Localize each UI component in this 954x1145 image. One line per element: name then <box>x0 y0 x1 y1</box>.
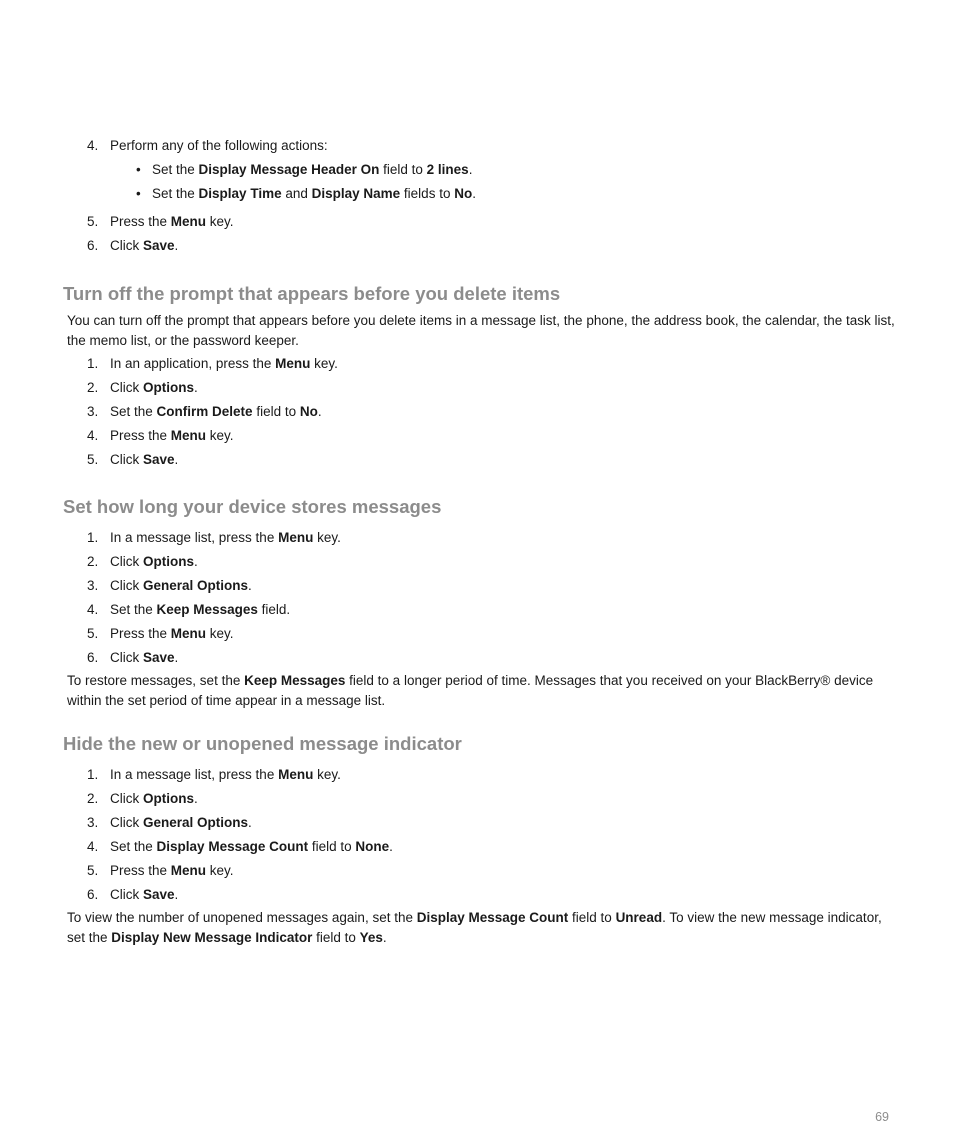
step-text: Click <box>110 554 143 569</box>
menu-item-name: General Options <box>143 578 249 593</box>
list-item <box>0 448 338 472</box>
list-item <box>0 526 341 550</box>
step-number: 5. <box>87 863 99 878</box>
step-text: . <box>194 554 198 569</box>
step-number: 1. <box>87 356 99 371</box>
step-text: Press the <box>110 428 171 443</box>
bullet-text: Set the <box>152 186 199 201</box>
list-item <box>0 835 393 859</box>
list-item <box>0 763 393 787</box>
key-name: Menu <box>278 767 314 782</box>
step-text: Press the <box>110 214 171 229</box>
key-name: Menu <box>170 863 207 878</box>
field-name: Display New Message Indicator <box>111 930 313 945</box>
step-text: In a message list, press the <box>110 530 279 545</box>
list-item <box>0 550 341 574</box>
step-text: Click <box>110 791 143 806</box>
note-text: field to a longer period of time. Messages that you received on your BlackBerry® device within the set period of time appear in a message list. <box>67 673 874 708</box>
section-heading: Hide the new or unopened message indicator <box>63 733 462 754</box>
key-name: Menu <box>170 428 207 443</box>
continued-steps <box>0 134 328 158</box>
step-text: Perform any of the following actions: <box>110 138 328 153</box>
list-item <box>0 210 234 234</box>
step-number: 5. <box>87 214 99 229</box>
bullet-text: and <box>281 186 312 201</box>
list-item <box>0 787 393 811</box>
bullet-marker: • <box>136 186 141 201</box>
step-text: field. <box>257 602 291 617</box>
procedure-steps <box>0 763 393 907</box>
step-text: Click <box>110 578 143 593</box>
step-text: . <box>317 404 322 419</box>
step-number: 4. <box>87 839 99 854</box>
step-number: 6. <box>87 650 99 665</box>
note-text: . <box>382 930 387 945</box>
step-text: key. <box>206 428 234 443</box>
step-text: key. <box>206 214 234 229</box>
field-value: Yes <box>359 930 383 945</box>
menu-item-name: Options <box>143 791 194 806</box>
procedure-steps <box>0 526 341 670</box>
step-text: Click <box>110 380 143 395</box>
section-heading: Turn off the prompt that appears before you delete items <box>63 283 561 304</box>
step-text: . <box>389 839 393 854</box>
step-text: Click <box>110 650 143 665</box>
field-name: Display Message Count <box>156 839 309 854</box>
list-item <box>0 182 476 206</box>
section-note <box>67 908 897 948</box>
step-text: Click <box>110 815 143 830</box>
list-item <box>0 622 341 646</box>
step-text: Set the <box>110 839 157 854</box>
step-text: . <box>248 815 252 830</box>
step-text: . <box>174 650 179 665</box>
step-number: 3. <box>87 815 99 830</box>
note-text: . To view the new message indicator, set the <box>67 910 882 945</box>
list-item <box>0 352 338 376</box>
section-note <box>67 671 897 711</box>
bullet-text: fields to <box>400 186 455 201</box>
key-name: Menu <box>170 214 207 229</box>
step-text: key. <box>313 530 341 545</box>
step-text: . <box>194 380 198 395</box>
step-number: 3. <box>87 404 99 419</box>
step-text: Set the <box>110 404 157 419</box>
step-number: 1. <box>87 530 99 545</box>
action-bullets <box>0 158 476 206</box>
field-name: Display Message Header On <box>198 162 380 177</box>
key-name: Menu <box>278 530 314 545</box>
step-number: 6. <box>87 238 99 253</box>
step-text: . <box>194 791 198 806</box>
list-item <box>0 376 338 400</box>
field-value: 2 lines <box>426 162 469 177</box>
list-item <box>0 811 393 835</box>
step-text: Click <box>110 887 143 902</box>
step-text: . <box>248 578 252 593</box>
page-number: 69 <box>875 1110 889 1124</box>
step-text: . <box>174 238 179 253</box>
list-item <box>0 400 338 424</box>
bullet-text: field to <box>379 162 427 177</box>
step-text: Press the <box>110 863 171 878</box>
field-name: Keep Messages <box>244 673 346 688</box>
field-value: Unread <box>615 910 663 925</box>
section-intro: You can turn off the prompt that appears before you delete items in a message list, the phone, the address book, the calendar, the task list, the memo list, or the password keeper. <box>67 313 895 348</box>
menu-item-name: General Options <box>143 815 249 830</box>
field-name: Confirm Delete <box>156 404 253 419</box>
field-value: No <box>454 186 473 201</box>
step-text: key. <box>310 356 338 371</box>
list-item <box>0 134 328 158</box>
step-number: 4. <box>87 602 99 617</box>
step-text: Press the <box>110 626 171 641</box>
step-text: field to <box>308 839 356 854</box>
step-text: field to <box>252 404 300 419</box>
bullet-marker: • <box>136 162 141 177</box>
step-number: 2. <box>87 380 99 395</box>
field-name: Keep Messages <box>156 602 258 617</box>
bullet-text: . <box>468 162 473 177</box>
list-item <box>0 574 341 598</box>
field-value: No <box>299 404 318 419</box>
note-text: field to <box>568 910 616 925</box>
bullet-text: Set the <box>152 162 199 177</box>
list-item <box>0 883 393 907</box>
step-text: key. <box>206 863 234 878</box>
list-item <box>0 646 341 670</box>
field-name: Display Message Count <box>416 910 569 925</box>
list-item <box>0 158 476 182</box>
list-item <box>0 859 393 883</box>
step-number: 4. <box>87 138 99 153</box>
step-number: 2. <box>87 791 99 806</box>
list-item <box>0 424 338 448</box>
procedure-steps <box>0 352 338 472</box>
continued-steps-end <box>0 210 234 258</box>
list-item <box>0 234 234 258</box>
menu-item-name: Options <box>143 380 194 395</box>
menu-item-name: Save <box>143 887 175 902</box>
bullet-text: . <box>472 186 476 201</box>
step-number: 4. <box>87 428 99 443</box>
menu-item-name: Save <box>143 452 175 467</box>
key-name: Menu <box>275 356 311 371</box>
step-number: 2. <box>87 554 99 569</box>
step-text: . <box>174 887 179 902</box>
step-text: In an application, press the <box>110 356 276 371</box>
step-number: 5. <box>87 626 99 641</box>
step-number: 1. <box>87 767 99 782</box>
list-item <box>0 598 341 622</box>
step-number: 3. <box>87 578 99 593</box>
step-text: Set the <box>110 602 157 617</box>
menu-item-name: Save <box>143 238 175 253</box>
field-name: Display Name <box>311 186 401 201</box>
step-number: 5. <box>87 452 99 467</box>
menu-item-name: Options <box>143 554 194 569</box>
section-heading: Set how long your device stores messages <box>63 496 442 517</box>
field-name: Display Time <box>198 186 282 201</box>
step-text: Click <box>110 452 143 467</box>
step-text: . <box>174 452 179 467</box>
step-text: key. <box>313 767 341 782</box>
note-text: To view the number of unopened messages again, set the <box>67 910 417 925</box>
menu-item-name: Save <box>143 650 175 665</box>
step-number: 6. <box>87 887 99 902</box>
step-text: In a message list, press the <box>110 767 279 782</box>
note-text: field to <box>312 930 360 945</box>
note-text: To restore messages, set the <box>67 673 245 688</box>
step-text: Click <box>110 238 143 253</box>
key-name: Menu <box>170 626 207 641</box>
step-text: key. <box>206 626 234 641</box>
field-value: None <box>355 839 390 854</box>
